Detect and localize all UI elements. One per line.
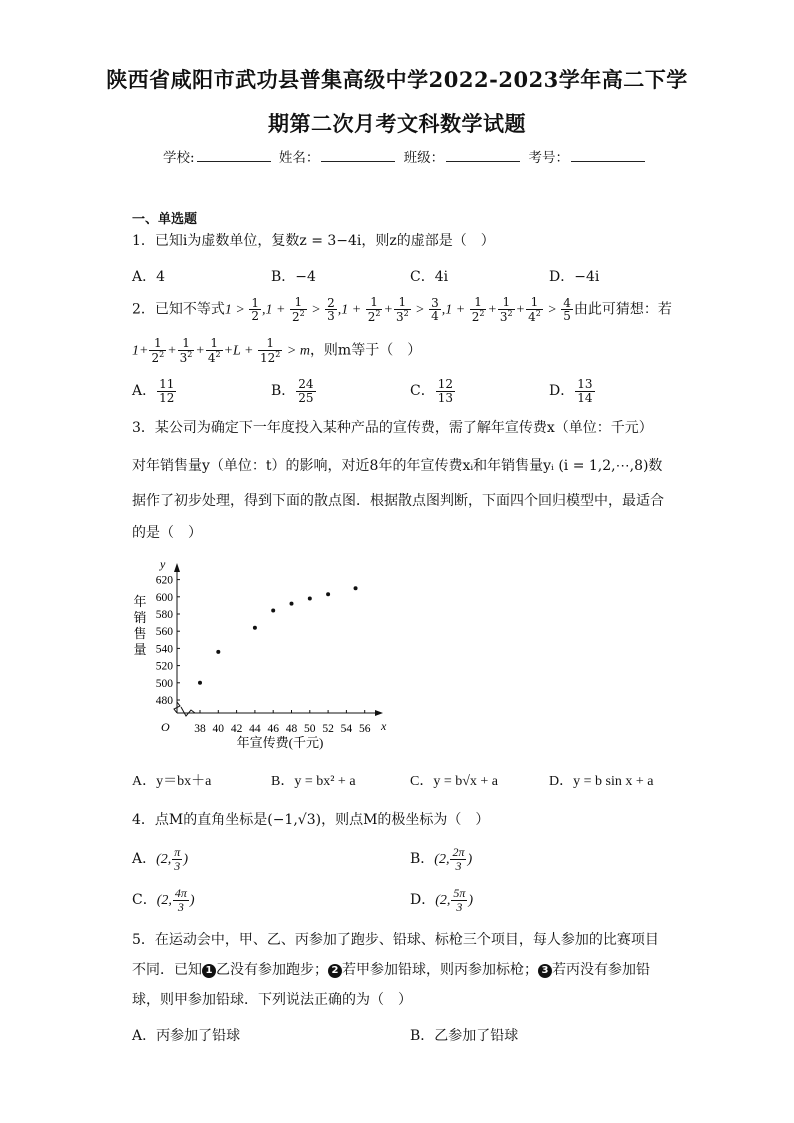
data-point (308, 597, 312, 601)
paper-title-line1: 陕西省咸阳市武功县普集高级中学2022-2023学年高二下学 (106, 67, 688, 92)
y-tick-label: 540 (155, 643, 173, 656)
exam-number-blank[interactable] (571, 149, 645, 162)
paper-title-line2: 期第二次月考文科数学试题 (268, 111, 526, 136)
q4-option-d[interactable]: D．(2, $\frac{5\pi}{3}$ ) (410, 886, 474, 914)
y-axis-arrow (174, 563, 180, 572)
question-3-line3: 据作了初步处理，得到下面的散点图．根据散点图判断，下面四个回归模型中，最适合 (132, 493, 664, 509)
scatter-chart (125, 550, 395, 755)
q3-option-c[interactable]: C．y = b√x + a (410, 774, 499, 789)
y-axis-letter: y (160, 557, 166, 571)
x-tick-label: 40 (212, 723, 225, 735)
name-label: 姓名： (278, 150, 320, 166)
x-axis-arrow (375, 710, 383, 716)
x-tick-label: 54 (340, 723, 353, 735)
x-tick-label: 48 (285, 723, 298, 735)
q1-option-d[interactable]: D．−4i (549, 269, 600, 285)
circled-number-3: 3 (538, 964, 552, 978)
q3-option-d[interactable]: D．y = b sin x + a (549, 774, 654, 789)
y-tick-label: 500 (155, 677, 173, 690)
q5-option-a[interactable]: A．丙参加了铅球 (132, 1028, 241, 1044)
y-axis-label-char: 售 (133, 626, 147, 641)
data-point (216, 650, 220, 654)
x-tick-label: 42 (230, 723, 243, 735)
y-axis-label-char: 量 (133, 642, 147, 657)
question-1-stem: 1．已知i为虚数单位，复数z = 3−4i，则z的虚部是（ ） (132, 233, 495, 249)
y-tick-label: 480 (155, 695, 173, 707)
q1-option-a[interactable]: A．4 (132, 269, 166, 285)
student-info-row (163, 146, 649, 166)
question-4-stem: 4．点M的直角坐标是(−1,√3)，则点M的极坐标为（ ） (132, 812, 490, 828)
x-tick-label: 56 (358, 723, 371, 735)
section-heading: 一、单选题 (132, 212, 198, 227)
class-blank[interactable] (446, 149, 520, 162)
x-axis-label: 年宣传费(千元) (236, 735, 324, 750)
q4-option-b[interactable]: B．(2, $\frac{2\pi}{3}$ ) (410, 845, 473, 873)
q3-option-a[interactable]: A．y＝bx＋a (132, 774, 212, 789)
circled-number-1: 1 (202, 964, 216, 978)
x-tick-label: 52 (322, 723, 334, 735)
name-blank[interactable] (321, 149, 395, 162)
data-point (271, 609, 275, 613)
y-tick-label: 580 (155, 609, 173, 621)
q3-option-b[interactable]: B．y = bx² + a (271, 774, 356, 789)
question-3-line1: 3．某公司为确定下一年度投入某种产品的宣传费，需了解年宣传费x（单位：千元） (132, 420, 653, 436)
question-5-line3: 球，则甲参加铅球．下列说法正确的为（ ） (132, 992, 412, 1008)
y-tick-label: 600 (155, 591, 173, 604)
x-tick-label: 50 (304, 723, 316, 735)
exam-number-label: 考号： (528, 150, 569, 166)
q2-option-d[interactable]: D． $\frac{13}{14}$ (549, 377, 593, 405)
question-2-line1: 2．已知不等式1 > $\frac{1}{2}$ ,1 + $\frac{1}{2^2}$ > $\frac{2}{3}$ ,1 + $\frac{1}{2^2}$ + $\frac{1}{3^2}$ > $\frac{3}{4}$ ,1 + $\frac{1}{2^2}$ + $\frac{1}{3^2}$ + $\frac{1}{4^2}$ > $\frac{4}{5}$ 由此可猜想：若 (132, 295, 672, 324)
x-axis-break (181, 707, 195, 716)
circled-number-2: 2 (328, 964, 342, 978)
q2-option-a[interactable]: A． $\frac{11}{12}$ (132, 377, 175, 405)
y-tick-label: 560 (155, 626, 173, 639)
q1-option-c[interactable]: C．4i (410, 269, 449, 285)
data-point (253, 626, 257, 630)
y-axis-label-char: 年 (133, 594, 147, 609)
q4-option-c[interactable]: C．(2, $\frac{4\pi}{3}$ ) (132, 886, 195, 914)
data-point (290, 602, 294, 606)
x-tick-label: 46 (267, 723, 279, 735)
q4-option-a[interactable]: A．(2, $\frac{\pi}{3}$ ) (132, 845, 188, 873)
class-label: 班级： (403, 150, 445, 166)
origin-label: O (161, 720, 170, 734)
x-axis-letter: x (381, 719, 387, 733)
school-blank[interactable] (197, 149, 271, 162)
x-tick-label: 38 (194, 723, 206, 735)
q2-option-b[interactable]: B． $\frac{24}{25}$ (271, 377, 314, 405)
q5-option-b[interactable]: B．乙参加了铅球 (410, 1028, 519, 1044)
data-point (354, 586, 358, 590)
question-5-line1: 5．在运动会中，甲、乙、丙参加了跑步、铅球、标枪三个项目，每人参加的比赛项目 (132, 932, 659, 948)
question-5-line2: 不同．已知 1 乙没有参加跑步； 2 若甲参加铅球，则丙参加标枪； 3 若丙没有参加铅 (132, 962, 650, 978)
question-3-line4: 的是（ ） (132, 525, 202, 541)
y-tick-label: 520 (155, 660, 173, 673)
question-2-line2: 1+ $\frac{1}{2^2}$ + $\frac{1}{3^2}$ + $\frac{1}{4^2}$ +L + $\frac{1}{12^2}$ > m，则m等于（ ） (132, 336, 422, 365)
q1-option-b[interactable]: B．−4 (271, 269, 316, 285)
data-point (198, 681, 202, 685)
data-point (326, 592, 330, 596)
y-axis-label-char: 销 (133, 610, 147, 625)
x-tick-label: 44 (249, 723, 261, 735)
question-3-line2: 对年销售量y（单位：t）的影响，对近8年的年宣传费xᵢ和年销售量yᵢ (i = 1,2,⋯,8)数 (132, 458, 663, 474)
q2-option-c[interactable]: C． $\frac{12}{13}$ (410, 377, 453, 405)
y-tick-label: 620 (155, 574, 173, 587)
school-label: 学校: (163, 150, 195, 166)
